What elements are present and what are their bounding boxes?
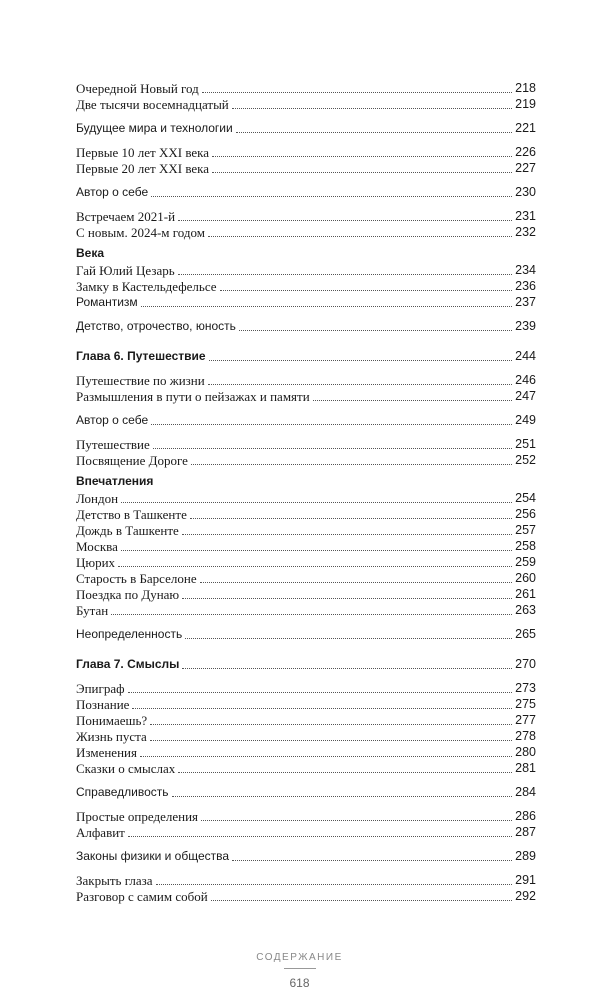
toc-entry[interactable] (76, 294, 536, 310)
toc-entry-page: 236 (515, 279, 536, 293)
dot-leader (209, 360, 513, 361)
toc-entry[interactable] (76, 848, 536, 864)
toc-entry-title: Простые определения (76, 809, 199, 824)
toc-entry[interactable] (76, 626, 536, 642)
dot-leader (232, 860, 512, 861)
toc-entry-title: Москва (76, 539, 118, 554)
dot-leader (182, 668, 512, 669)
toc-entry-title: Первые 20 лет XXI века (76, 161, 210, 176)
dot-leader (212, 172, 512, 173)
toc-entry-page: 252 (515, 453, 536, 467)
toc-entry-title: Глава 6. Путешествие (76, 349, 206, 363)
toc-entry[interactable] (76, 570, 536, 586)
toc-entry-title: Автор о себе (76, 413, 149, 427)
toc-entry[interactable] (76, 728, 536, 744)
toc-entry-title: Жизнь пуста (76, 729, 147, 744)
toc-entry-page: 244 (515, 349, 536, 363)
dot-leader (141, 306, 512, 307)
toc-entry-page: 230 (515, 185, 536, 199)
dot-leader (236, 132, 512, 133)
toc-entry[interactable] (76, 224, 536, 240)
toc-entry-title: Разговор с самим собой (76, 889, 208, 904)
toc-entry-title: Размышления в пути о пейзажах и памяти (76, 389, 310, 404)
running-footer-section: СОДЕРЖАНИЕ (256, 952, 343, 963)
dot-leader (232, 108, 512, 109)
dot-leader (212, 156, 512, 157)
toc-entry[interactable] (76, 80, 536, 96)
toc-entry-page: 226 (515, 145, 536, 159)
toc-entry-title: Эпиграф (76, 681, 125, 696)
toc-entry-page: 227 (515, 161, 536, 175)
toc-chapter-entry[interactable] (76, 348, 536, 364)
toc-entry-title: Справедливость (76, 785, 169, 799)
toc-entry-title: Путешествие (76, 437, 150, 452)
toc-entry[interactable] (76, 522, 536, 538)
toc-entry[interactable] (76, 602, 536, 618)
toc-entry-title: Детство в Ташкенте (76, 507, 187, 522)
toc-entry-page: 263 (515, 603, 536, 617)
toc-entry[interactable] (76, 120, 536, 136)
toc-entry-page: 273 (515, 681, 536, 695)
dot-leader (220, 290, 513, 291)
toc-entry-title: Встречаем 2021-й (76, 209, 176, 224)
toc-entry-page: 260 (515, 571, 536, 585)
toc-entry[interactable] (76, 554, 536, 570)
toc-entry-page: 231 (515, 209, 536, 223)
toc-entry-page: 270 (515, 657, 536, 671)
dot-leader (178, 274, 512, 275)
dot-leader (111, 614, 512, 615)
toc-entry[interactable] (76, 784, 536, 800)
dot-leader (201, 820, 512, 821)
toc-section-header: Впечатления (76, 474, 154, 488)
toc-entry[interactable] (76, 506, 536, 522)
toc-entry-page: 256 (515, 507, 536, 521)
dot-leader (191, 464, 512, 465)
toc-entry[interactable] (76, 760, 536, 776)
toc-entry-title: Понимаешь? (76, 713, 148, 728)
toc-entry-page: 254 (515, 491, 536, 505)
dot-leader (128, 836, 512, 837)
toc-entry[interactable] (76, 872, 536, 888)
toc-entry-title: Закрыть глаза (76, 873, 153, 888)
toc-entry-title: Первые 10 лет XXI века (76, 145, 210, 160)
toc-entry[interactable] (76, 680, 536, 696)
toc-entry-title: Две тысячи восемнадцатый (76, 97, 229, 112)
toc-entry-title: Старость в Барселоне (76, 571, 197, 586)
dot-leader (128, 692, 513, 693)
toc-entry-title: Алфавит (76, 825, 125, 840)
toc-entry-page: 287 (515, 825, 536, 839)
toc-chapter-entry[interactable] (76, 656, 536, 672)
toc-entry-page: 277 (515, 713, 536, 727)
toc-entry[interactable] (76, 586, 536, 602)
toc-entry-title: Сказки о смыслах (76, 761, 176, 776)
dot-leader (121, 550, 512, 551)
toc-entry[interactable] (76, 436, 536, 452)
toc-entry-page: 257 (515, 523, 536, 537)
toc-entry-title: Дождь в Ташкенте (76, 523, 179, 538)
toc-entry-page: 258 (515, 539, 536, 553)
toc-entry[interactable] (76, 388, 536, 404)
toc-entry-page: 286 (515, 809, 536, 823)
toc-entry[interactable] (76, 888, 536, 904)
toc-entry[interactable] (76, 696, 536, 712)
footer-divider (284, 968, 316, 969)
toc-entry-page: 239 (515, 319, 536, 333)
dot-leader (153, 448, 512, 449)
toc-entry-title: Законы физики и общества (76, 849, 230, 863)
toc-entry-page: 261 (515, 587, 536, 601)
dot-leader (132, 708, 512, 709)
toc-entry-title: Путешествие по жизни (76, 373, 205, 388)
toc-entry-title: Бутан (76, 603, 109, 618)
toc-entry[interactable] (76, 538, 536, 554)
toc-entry-page: 247 (515, 389, 536, 403)
dot-leader (313, 400, 512, 401)
toc-entry-title: Лондон (76, 491, 119, 506)
toc-entry-page: 292 (515, 889, 536, 903)
toc-entry-title: Изменения (76, 745, 137, 760)
toc-entry-page: 284 (515, 785, 536, 799)
dot-leader (182, 598, 512, 599)
dot-leader (172, 796, 513, 797)
toc-entry-page: 221 (515, 121, 536, 135)
toc-entry-page: 249 (515, 413, 536, 427)
dot-leader (185, 638, 512, 639)
dot-leader (208, 236, 512, 237)
dot-leader (150, 724, 512, 725)
toc-entry-title: Неопределенность (76, 627, 183, 641)
toc-entry-title: Очередной Новый год (76, 81, 199, 96)
toc-entry-title: Посвящение Дороге (76, 453, 188, 468)
toc-entry-page: 234 (515, 263, 536, 277)
toc-entry-title: Будущее мира и технологии (76, 121, 233, 135)
toc-entry[interactable] (76, 184, 536, 200)
toc-entry[interactable] (76, 96, 536, 112)
dot-leader (151, 424, 512, 425)
dot-leader (200, 582, 513, 583)
dot-leader (121, 502, 512, 503)
toc-entry-page: 218 (515, 81, 536, 95)
toc-entry[interactable] (76, 712, 536, 728)
dot-leader (118, 566, 512, 567)
toc-entry-title: Детство, отрочество, юность (76, 319, 236, 333)
toc-entry-page: 246 (515, 373, 536, 387)
toc-entry-page: 289 (515, 849, 536, 863)
dot-leader (150, 740, 512, 741)
toc-entry[interactable] (76, 372, 536, 388)
toc-entry-title: Глава 7. Смыслы (76, 657, 180, 671)
toc-entry[interactable] (76, 318, 536, 334)
toc-entry-page: 280 (515, 745, 536, 759)
toc-entry[interactable] (76, 824, 536, 840)
toc-entry[interactable] (76, 490, 536, 506)
toc-entry-title: Замку в Кастельдефельсе (76, 279, 217, 294)
toc-entry-page: 259 (515, 555, 536, 569)
toc-entry[interactable] (76, 412, 536, 428)
toc-entry-title: Гай Юлий Цезарь (76, 263, 175, 278)
toc-entry-page: 278 (515, 729, 536, 743)
toc-entry-title: Цюрих (76, 555, 116, 570)
toc-entry-title: Познание (76, 697, 130, 712)
toc-entry-title: Автор о себе (76, 185, 149, 199)
toc-entry-page: 251 (515, 437, 536, 451)
toc-entry-title: Поездка по Дунаю (76, 587, 180, 602)
dot-leader (202, 92, 512, 93)
dot-leader (178, 772, 512, 773)
dot-leader (151, 196, 512, 197)
toc-entry[interactable] (76, 262, 536, 278)
toc-entry-page: 275 (515, 697, 536, 711)
toc-entry-page: 219 (515, 97, 536, 111)
toc-entry[interactable] (76, 208, 536, 224)
toc-entry-title: С новым. 2024-м годом (76, 225, 206, 240)
toc-entry[interactable] (76, 160, 536, 176)
dot-leader (182, 534, 512, 535)
toc-entry[interactable] (76, 144, 536, 160)
toc-entry-page: 237 (515, 295, 536, 309)
toc-entry[interactable] (76, 278, 536, 294)
dot-leader (239, 330, 512, 331)
toc-entry[interactable] (76, 808, 536, 824)
toc-section-header: Века (76, 246, 105, 260)
dot-leader (211, 900, 512, 901)
toc-entry-page: 265 (515, 627, 536, 641)
dot-leader (140, 756, 512, 757)
dot-leader (190, 518, 512, 519)
toc-entry-page: 291 (515, 873, 536, 887)
toc-entry[interactable] (76, 744, 536, 760)
dot-leader (178, 220, 512, 221)
page-number: 618 (289, 976, 310, 990)
toc-entry-title: Романтизм (76, 295, 138, 309)
toc-entry-page: 281 (515, 761, 536, 775)
dot-leader (208, 384, 512, 385)
toc-entry[interactable] (76, 452, 536, 468)
toc-entry-page: 232 (515, 225, 536, 239)
dot-leader (156, 884, 513, 885)
